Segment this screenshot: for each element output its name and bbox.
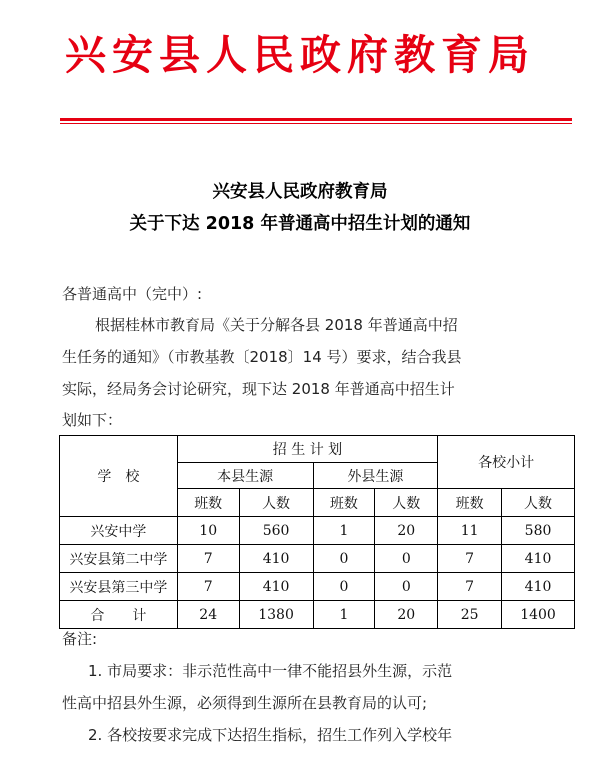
header-school-subtotal: 各校小计 bbox=[438, 436, 575, 489]
cell-outside-people: 0 bbox=[375, 545, 438, 573]
cell-total-classes: 7 bbox=[438, 545, 502, 573]
cell-local-classes: 10 bbox=[177, 517, 239, 545]
cell-local-people: 410 bbox=[239, 573, 313, 601]
cell-total-classes: 11 bbox=[438, 517, 502, 545]
cell-total-classes: 25 bbox=[438, 601, 502, 629]
letterhead-rule-thin bbox=[60, 123, 572, 124]
table-total-row bbox=[60, 601, 575, 629]
notes-line-1: 1. 市局要求：非示范性高中一律不能招县外生源，示范 bbox=[88, 662, 453, 680]
cell-school: 兴安中学 bbox=[60, 517, 178, 545]
notes-heading: 备注: bbox=[62, 630, 98, 648]
doc-title-line-2: 关于下达 2018 年普通高中招生计划的通知 bbox=[129, 214, 471, 234]
body-line-1: 根据桂林市教育局《关于分解各县 2018 年普通高中招 bbox=[95, 316, 458, 334]
cell-local-classes: 24 bbox=[177, 601, 239, 629]
enrollment-plan-table bbox=[59, 435, 575, 629]
letterhead-rule-thick bbox=[60, 118, 572, 121]
cell-school: 合 计 bbox=[60, 601, 178, 629]
doc-title-line-1: 兴安县人民政府教育局 bbox=[212, 182, 388, 202]
cell-total-people: 410 bbox=[502, 573, 575, 601]
header-outside-source: 外县生源 bbox=[313, 463, 438, 489]
org-letterhead: 兴安县人民政府教育局 bbox=[65, 31, 535, 79]
cell-outside-people: 20 bbox=[375, 517, 438, 545]
cell-local-people: 1380 bbox=[239, 601, 313, 629]
notes-line-3: 2. 各校按要求完成下达招生指标，招生工作列入学校年 bbox=[88, 726, 453, 744]
body-line-2: 生任务的通知》（市教基教〔2018〕14 号）要求，结合我县 bbox=[62, 348, 462, 366]
cell-local-classes: 7 bbox=[177, 545, 239, 573]
cell-outside-classes: 1 bbox=[313, 517, 375, 545]
cell-local-people: 560 bbox=[239, 517, 313, 545]
body-line-3: 实际，经局务会讨论研究，现下达 2018 年普通高中招生计 bbox=[62, 380, 455, 398]
body-line-4: 划如下： bbox=[62, 411, 123, 429]
cell-outside-people: 0 bbox=[375, 573, 438, 601]
table-row bbox=[60, 517, 575, 545]
header-enrollment-plan: 招 生 计 划 bbox=[177, 436, 437, 463]
header-total-classes: 班数 bbox=[438, 489, 502, 517]
header-total-people: 人数 bbox=[502, 489, 575, 517]
cell-outside-people: 20 bbox=[375, 601, 438, 629]
cell-total-people: 410 bbox=[502, 545, 575, 573]
header-local-people: 人数 bbox=[239, 489, 313, 517]
table-row bbox=[60, 573, 575, 601]
notes-line-2: 性高中招县外生源，必须得到生源所在县教育局的认可; bbox=[62, 694, 428, 712]
cell-local-classes: 7 bbox=[177, 573, 239, 601]
header-outside-classes: 班数 bbox=[313, 489, 375, 517]
cell-total-people: 580 bbox=[502, 517, 575, 545]
cell-total-classes: 7 bbox=[438, 573, 502, 601]
header-local-classes: 班数 bbox=[177, 489, 239, 517]
cell-outside-classes: 0 bbox=[313, 545, 375, 573]
header-school: 学 校 bbox=[60, 436, 178, 517]
cell-school: 兴安县第三中学 bbox=[60, 573, 178, 601]
cell-local-people: 410 bbox=[239, 545, 313, 573]
header-local-source: 本县生源 bbox=[177, 463, 313, 489]
cell-school: 兴安县第二中学 bbox=[60, 545, 178, 573]
cell-outside-classes: 1 bbox=[313, 601, 375, 629]
header-outside-people: 人数 bbox=[375, 489, 438, 517]
cell-total-people: 1400 bbox=[502, 601, 575, 629]
salutation: 各普通高中（完中）: bbox=[62, 285, 203, 303]
table-row bbox=[60, 545, 575, 573]
cell-outside-classes: 0 bbox=[313, 573, 375, 601]
